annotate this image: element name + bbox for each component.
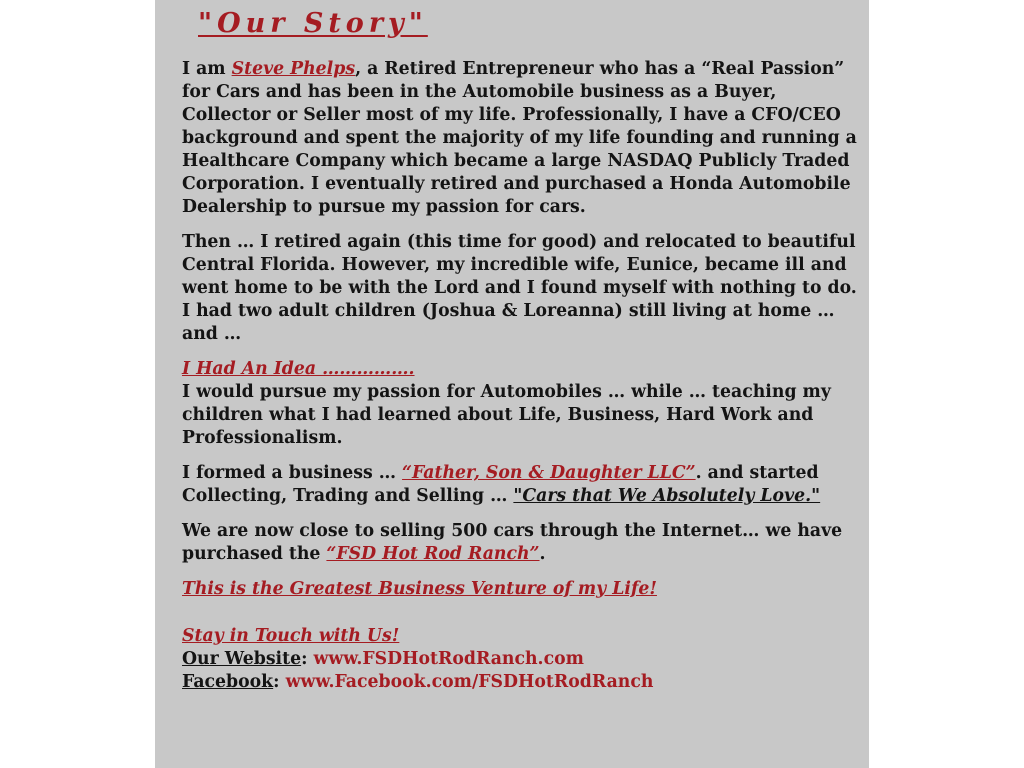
sales-post: . [539, 544, 546, 564]
website-link[interactable]: www.FSDHotRodRanch.com [313, 649, 584, 669]
ranch-name: “FSD Hot Rod Ranch” [326, 544, 540, 564]
intro-paragraph [182, 58, 862, 219]
venture-statement [182, 578, 862, 601]
intro-rest: , a Retired Entrepreneur who has a “Real Passion” for Cars and has been in the Automobile business as a Buyer, Collector or Seller most of my life. Professionally, I have a CFO/CEO background and spent the majority of my life founding and running a Healthcare Company which became a large NASDAQ Publicly Traded Corporation. I eventually retired and purchased a Honda Automobile Dealership to pursue my passion for cars. [182, 59, 857, 217]
tagline: "Cars that We Absolutely Love." [513, 486, 821, 506]
idea-paragraph [182, 358, 862, 450]
retirement-paragraph: Then … I retired again (this time for good) and relocated to beautiful Central Florida. However, my incredible wife, Eunice, became ill and went home to be with the Lord and I found myself with nothing to do. I had two adult children (Joshua & Loreanna) still living at home … and … [182, 232, 857, 344]
company-name: “Father, Son & Daughter LLC” [402, 463, 696, 483]
intro-pre: I am [182, 59, 232, 79]
story-content [182, 58, 862, 694]
website-row [182, 648, 862, 671]
business-paragraph [182, 462, 862, 508]
spacer [182, 613, 862, 625]
website-sep: : [301, 649, 314, 669]
page-title: "Our Story" [198, 8, 428, 39]
idea-text: I would pursue my passion for Automobiles … while … teaching my children what I had learned about Life, Business, Hard Work and Professionalism. [182, 382, 831, 448]
facebook-row [182, 671, 862, 694]
venture-text: This is the Greatest Business Venture of my Life! [182, 579, 657, 599]
author-name: Steve Phelps [231, 59, 356, 79]
website-label: Our Website [182, 649, 302, 669]
idea-heading: I Had An Idea ……………. [182, 359, 415, 379]
business-mid: . and started Collecting, Trading and Selling … [182, 463, 819, 506]
contact-heading: Stay in Touch with Us! [182, 626, 400, 646]
sales-paragraph [182, 520, 862, 566]
business-pre: I formed a business … [182, 463, 403, 483]
sales-pre: We are now close to selling 500 cars through the Internet… we have purchased the [182, 521, 843, 564]
contact-section [182, 625, 862, 694]
facebook-label: Facebook [182, 672, 274, 692]
facebook-link[interactable]: www.Facebook.com/FSDHotRodRanch [285, 672, 654, 692]
facebook-sep: : [273, 672, 286, 692]
